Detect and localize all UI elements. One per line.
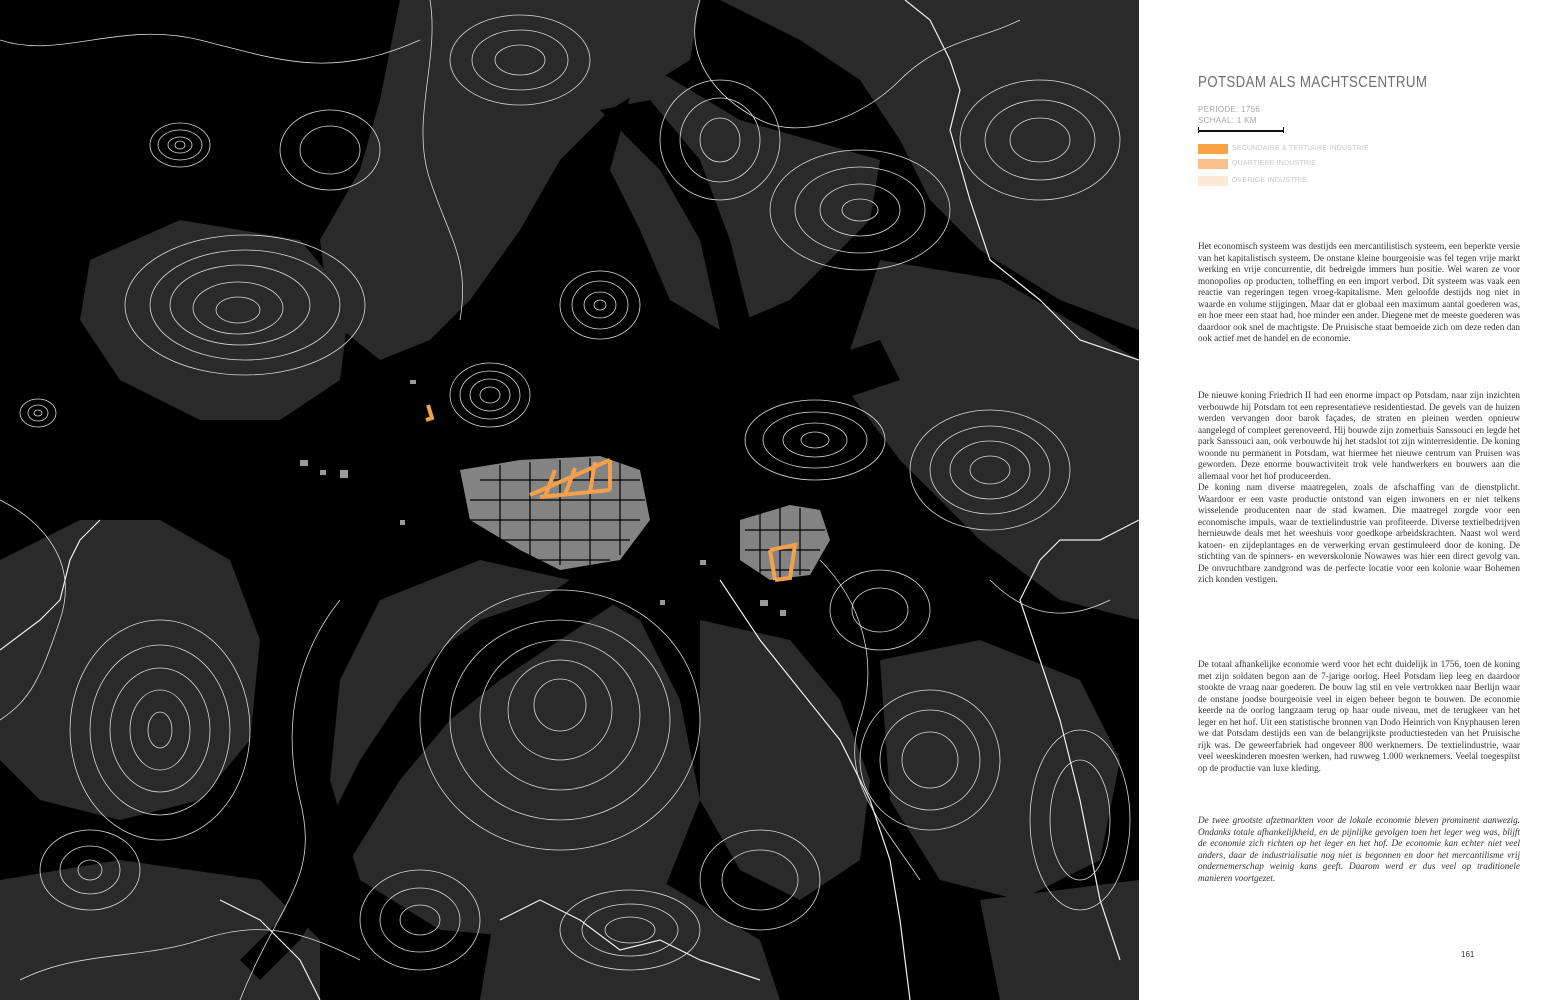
text-panel bbox=[1139, 0, 1549, 1000]
paragraph-3: De totaal afhankelijke economie werd voor het echt duidelijk in 1756, toen de koning met zijn soldaten begon aan de 7-jarige oorlog. Heel Potsdam liep leeg en daardoor stookte de vraag naar goederen. De bouw lag stil en vele vertrokken naar Berlijn waar de onstane joodse bourgeoisie veel in eigen beheer begon te bouwen. De economie keerde na de oorlog langzaam terug op haar oude niveau, met de terugkeer van het leger en het hof. Uit een statistische bronnen van Dodo Heinrich von Knyphausen leren we dat Potsdam destijds een van de belangrijkste productiesteden van het Pruisische rijk was. De geweerfabriek had ongeveer 800 werknemers. De textielindustrie, waar veel weeskinderen moesten werken, had ruwweg 1.000 werknemers. Veelal toegespitst op de productie van luxe kleding. bbox=[1198, 659, 1520, 773]
page-number: 161 bbox=[1461, 950, 1475, 959]
legend-label-overige: OVERIGE INDUSTRIE bbox=[1232, 177, 1307, 184]
schaal-label: SCHAAL: 1 KM bbox=[1198, 116, 1257, 125]
legend-label-quartiere: QUARTIERE INDUSTRIE bbox=[1232, 160, 1317, 167]
conclusion-paragraph: De twee grootste afzetmarkten voor de lokale economie bleven prominent aanwezig. Ondanks totale afhankelijkheid, en de pijnlijke gevolgen toen het leger weg was, blijft de economie zich richten op het leger en het hof. De economie kan echter niet veel anders, daar de industrialisatie nog niet is begonnen en door het mercantilisme vrij ondernemerschap weinig kans geeft. Daarom werd er dus veel op traditionele manieren voortgezet. bbox=[1198, 815, 1520, 883]
page-title: POTSDAM ALS MACHTSCENTRUM bbox=[1198, 74, 1428, 91]
paragraph-1: Het economisch systeem was destijds een mercantilistisch systeem, een beperkte versie van het kapitalistisch systeem. De onstane kleine bourgeoisie was fel tegen vrije markt werking en vrije concurrentie, dit bedreigde immers hun positie. Wel waren ze voor monopolies op producten, tolheffing en een import verbod. Dit systeem was vaak een reactie van regeringen tegen vroeg-kapitalisme. Men geloofde destijds nog niet in waarde en volume stijgingen. Maar dat er globaal een maximum aantal goederen was, en hoe meer een staat had, hoe minder een ander. Diegene met de meeste goederen was daardoor ook snel de machtigste. De Pruisische staat bemoeide zich om deze reden dan ook actief met de handel en de economie. bbox=[1198, 241, 1520, 343]
scale-bar bbox=[1198, 130, 1284, 132]
legend-swatch-quartiere bbox=[1198, 159, 1228, 169]
legend-label-secundaire: SECUNDAIRE & TERTIAIRE INDUSTRIE bbox=[1232, 145, 1369, 152]
legend-item-overige bbox=[1198, 175, 1307, 186]
legend-item-quartiere bbox=[1198, 158, 1316, 169]
legend-item-secundaire bbox=[1198, 143, 1369, 154]
paragraph-2: De nieuwe koning Friedrich II had een enorme impact op Potsdam, naar zijn inzichten verbouwde hij Potsdam tot een representatieve residentiestad. De gevels van de huizen werden vervangen door barok façades, de straten en pleinen werden opnieuw aangelegd of compleet gerenoveerd. Hij bouwde zijn zomerhuis Sanssouci en legde het park Sanssouci aan, ook verbouwde hij het stadslot tot zijn winterresidentie. De koning woonde nu permanent in Potsdam, wat hiermee het nieuwe centrum van Pruisen was geworden. Deze enorme bouwactiviteit trok vele handwerkers en bouwers aan die allemaal voor het hof produceerden. De koning nam diverse maatregelen, zoals de afschaffing van de dienstplicht. Waardoor er een vaste productie ontstond van eigen inwoners en er niet telkens wisselende producenten naar de stad kwamen. Die maatregel zorgde voor een economische impuls, waar de textielindustrie van profiteerde. Diverse textielbedrijven hernieuwde deals met het weeshuis voor goedkope arbeidskrachten. Naast wol werd katoen- en zijdeplantages en de verwerking ervan gestimuleerd door de koning. De stichting van de spinners- en weverskolonie Nowawes was hier een direct gevolg van. De onvruchtbare zandgrond was de perfecte locatie voor een kolonie waar Bohemen zich konden vestigen. bbox=[1198, 390, 1520, 584]
legend-swatch-secundaire bbox=[1198, 144, 1228, 154]
legend-swatch-overige bbox=[1198, 176, 1228, 186]
periode-label: PERIODE: 1756 bbox=[1198, 105, 1261, 114]
